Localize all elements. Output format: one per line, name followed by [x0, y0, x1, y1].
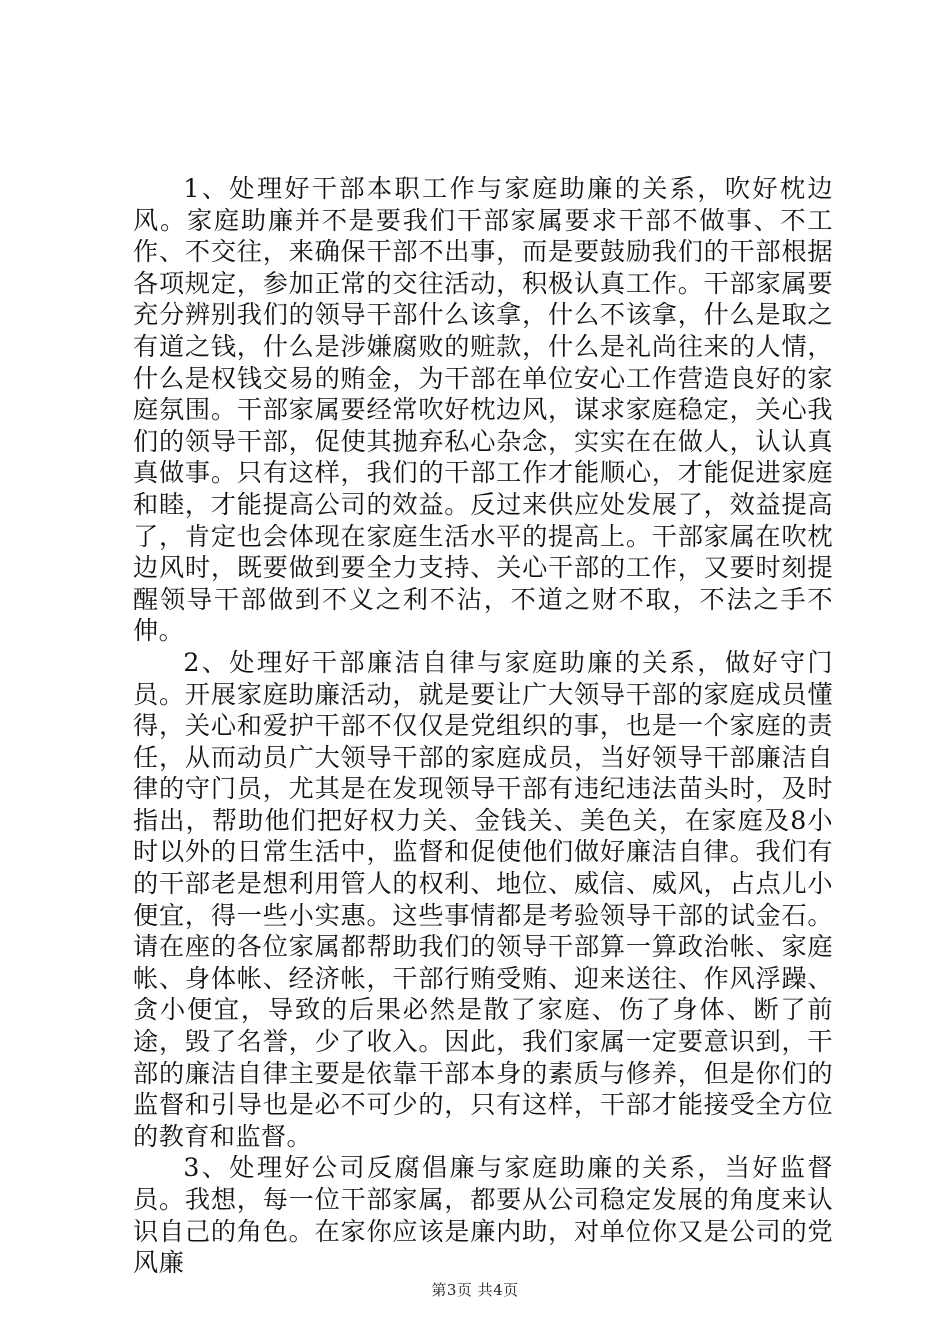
document-body [133, 173, 833, 1279]
paragraph-2: 2、处理好干部廉洁自律与家庭助廉的关系，做好守门员。开展家庭助廉活动，就是要让广大领导干部的家庭成员懂得，关心和爱护干部不仅仅是党组织的事，也是一个家庭的责任，从而动员广大领导干部的家庭成员，当好领导干部廉洁自律的守门员，尤其是在发现领导干部有违纪违法苗头时，及时指出，帮助他们把好权力关、金钱关、美色关，在家庭及8小时以外的日常生活中，监督和促使他们做好廉洁自律。我们有的干部老是想利用管人的权利、地位、威信、威风，占点儿小便宜，得一些小实惠。这些事情都是考验领导干部的试金石。请在座的各位家属都帮助我们的领导干部算一算政治帐、家庭帐、身体帐、经济帐，干部行贿受贿、迎来送往、作风浮躁、贪小便宜，导致的后果必然是散了家庭、伤了身体、断了前途，毁了名誉，少了收入。因此，我们家属一定要意识到，干部的廉洁自律主要是依靠干部本身的素质与修养，但是你们的监督和引导也是必不可少的，只有这样，干部才能接受全方位的教育和监督。 [133, 647, 833, 1151]
paragraph-3: 3、处理好公司反腐倡廉与家庭助廉的关系，当好监督员。我想，每一位干部家属，都要从公司稳定发展的角度来认识自己的角色。在家你应该是廉内助，对单位你又是公司的党风廉 [133, 1153, 833, 1278]
page-number-footer: 第3页 共4页 [431, 1281, 519, 1299]
paragraph-1: 1、处理好干部本职工作与家庭助廉的关系，吹好枕边风。家庭助廉并不是要我们干部家属要求干部不做事、不工作、不交往，来确保干部不出事，而是要鼓励我们的干部根据各项规定，参加正常的交往活动，积极认真工作。干部家属要充分辨别我们的领导干部什么该拿，什么不该拿，什么是取之有道之钱，什么是涉嫌腐败的赃款，什么是礼尚往来的人情，什么是权钱交易的贿金，为干部在单位安心工作营造良好的家庭氛围。干部家属要经常吹好枕边风，谋求家庭稳定，关心我们的领导干部，促使其抛弃私心杂念，实实在在做人，认认真真做事。只有这样，我们的干部工作才能顺心，才能促进家庭和睦，才能提高公司的效益。反过来供应处发展了，效益提高了，肯定也会体现在家庭生活水平的提高上。干部家属在吹枕边风时，既要做到要全力支持、关心干部的工作，又要时刻提醒领导干部做到不义之利不沾，不道之财不取，不法之手不伸。 [133, 174, 833, 646]
